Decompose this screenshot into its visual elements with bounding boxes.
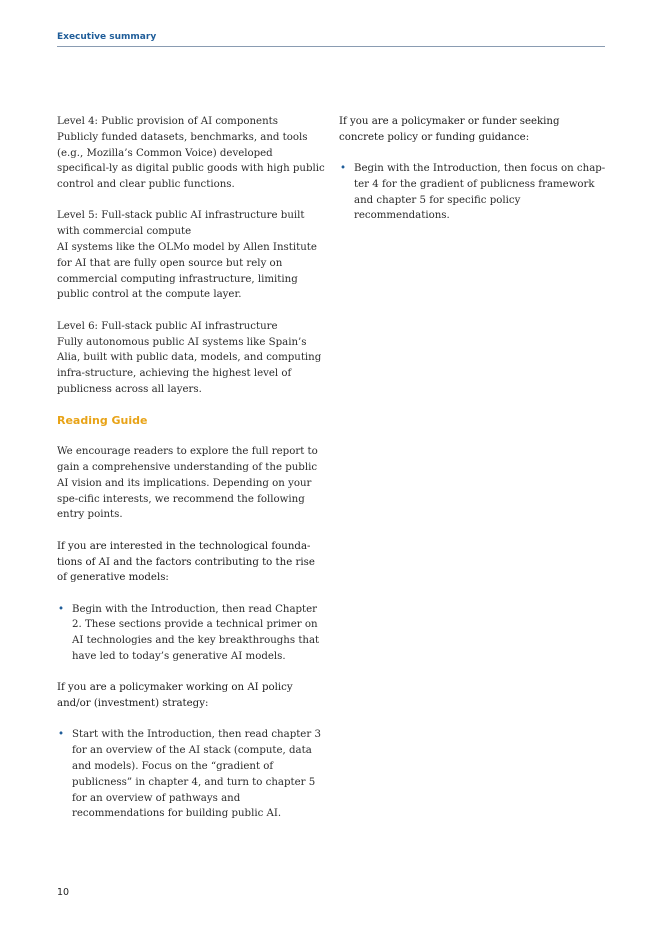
level-5-block [57, 208, 325, 303]
page-number: 10 [57, 887, 70, 898]
bullet-text: Start with the Introduction, then read chapter 3 for an overview of the AI stack (compute, data and models). Focus on the “gradient of publicness” in chapter 4, and turn to chapter 5 for an overview of pathways and recommendations for building public AI. [72, 729, 321, 820]
level-6-title: Level 6: Full-stack public AI infrastructure [57, 320, 278, 332]
bullet-icon: • [58, 729, 65, 741]
list-item [57, 727, 325, 822]
question-policymaker-strategy: If you are a policymaker working on AI policy and/or (investment) strategy: [57, 682, 293, 710]
level-5-body: AI systems like the OLMo model by Allen Institute for AI that are fully open source but rely on commercial computing infrastructure, limiting public control at the compute layer. [57, 242, 317, 301]
bullet-list-technological [57, 602, 325, 665]
level-4-title: Level 4: Public provision of AI components [57, 116, 278, 127]
header-divider [57, 46, 605, 47]
bullet-icon: • [58, 603, 65, 615]
reading-guide-heading: Reading Guide [57, 414, 148, 428]
level-6-block [57, 319, 325, 398]
question-technological: If you are interested in the technological founda-tions of AI and the factors contributing to the rise of generative models: [57, 540, 315, 584]
right-column [339, 114, 607, 240]
level-4-block [57, 114, 325, 193]
list-item [339, 161, 607, 224]
section-header: Executive summary [57, 32, 157, 42]
level-5-title: Level 5: Full-stack public AI infrastructure built with commercial compute [57, 210, 305, 238]
bullet-list-policymaker-strategy [57, 727, 325, 822]
bullet-text: Begin with the Introduction, then focus on chap-ter 4 for the gradient of publicness framework and chapter 5 for specific policy recommendations. [354, 163, 606, 222]
reading-guide-intro: We encourage readers to explore the full report to gain a comprehensive understanding of the public AI vision and its implications. Depending on your spe-cific interests, we recommend the following entry points. [57, 446, 318, 521]
bullet-text: Begin with the Introduction, then read Chapter 2. These sections provide a technical primer on AI technologies and the key breakthroughs that have led to today’s generative AI models. [72, 603, 320, 663]
bullet-icon: • [340, 163, 347, 175]
left-column [57, 114, 325, 838]
list-item [57, 602, 325, 665]
bullet-list-policymaker-funder [339, 161, 607, 224]
level-6-body: Fully autonomous public AI systems like Spain’s Alia, built with public data, models, and computing infra-structure, achieving the highest level of publicness across all layers. [57, 336, 322, 395]
level-4-body: Publicly funded datasets, benchmarks, and tools (e.g., Mozilla’s Common Voice) developed specifical-ly as digital public goods with high public control and clear public functions. [57, 131, 325, 191]
question-policymaker-funder: If you are a policymaker or funder seeking concrete policy or funding guidance: [339, 116, 560, 143]
